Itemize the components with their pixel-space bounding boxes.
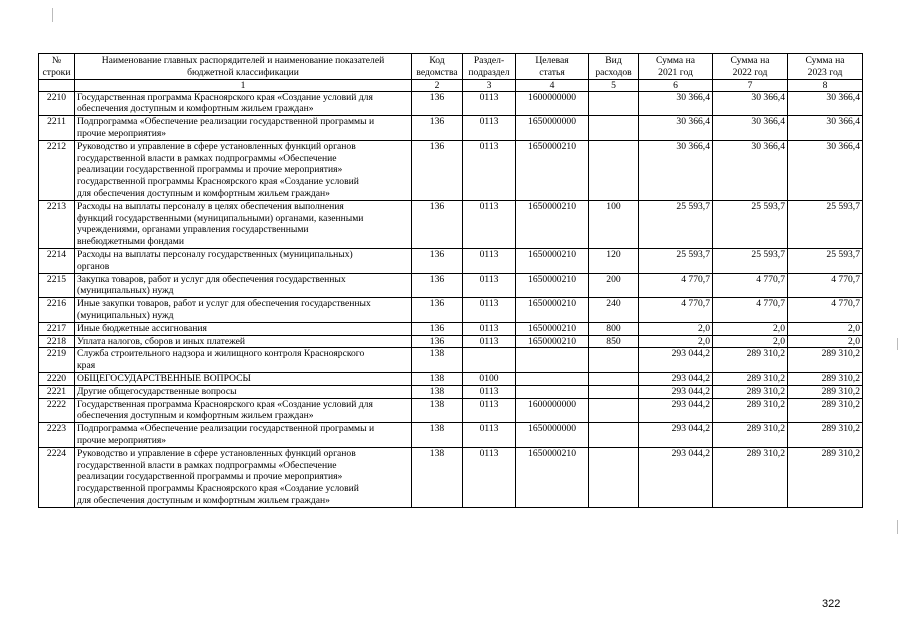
department-code-cell: 138 [412, 385, 463, 398]
scan-mark-right-lower [897, 520, 898, 534]
name-line: Подпрограмма «Обеспечение реализации государственной программы и [77, 423, 375, 435]
sum-2021-cell: 30 366,4 [639, 116, 713, 141]
name-line: Государственная программа Красноярского края «Создание условий для [77, 398, 373, 410]
sum-2021-cell: 293 044,2 [639, 423, 713, 448]
table-row [39, 385, 863, 398]
row-name-cell [75, 398, 412, 423]
scan-mark-left [52, 8, 53, 22]
sum-2023-cell: 289 310,2 [788, 398, 863, 423]
target-article-cell: 1650000000 [516, 423, 589, 448]
header-line: 2021 год [658, 66, 693, 78]
sum-2022-cell: 289 310,2 [713, 385, 788, 398]
expense-type-cell: 800 [589, 322, 639, 335]
department-code-cell: 138 [412, 372, 463, 385]
sum-2023-cell: 30 366,4 [788, 116, 863, 141]
column-number: 3 [463, 79, 516, 91]
expense-type-cell [589, 372, 639, 385]
section-cell: 0113 [463, 273, 516, 298]
expense-type-cell [589, 348, 639, 373]
name-line: Руководство и управление в сфере установленных функций органов [77, 447, 356, 459]
section-cell: 0113 [463, 322, 516, 335]
sum-2021-cell: 293 044,2 [639, 385, 713, 398]
name-line: ОБЩЕГОСУДАРСТВЕННЫЕ ВОПРОСЫ [77, 372, 251, 384]
name-line: Государственная программа Красноярского края «Создание условий для [77, 91, 373, 103]
sum-2022-cell: 25 593,7 [713, 248, 788, 273]
section-cell: 0113 [463, 423, 516, 448]
target-article-cell: 1650000210 [516, 298, 589, 323]
header-line: расходов [595, 66, 632, 78]
section-cell: 0100 [463, 372, 516, 385]
row-name-cell [75, 91, 412, 116]
section-cell: 0113 [463, 447, 516, 507]
header-line: бюджетной классификации [187, 66, 299, 78]
name-line: прочие мероприятия» [77, 127, 167, 139]
name-line: (муниципальных) нужд [77, 309, 174, 321]
target-article-cell: 1650000210 [516, 140, 589, 200]
table-row [39, 116, 863, 141]
target-article-cell: 1600000000 [516, 398, 589, 423]
header-line: Раздел- [473, 55, 505, 66]
sum-2023-cell: 4 770,7 [788, 298, 863, 323]
target-article-cell: 1650000000 [516, 116, 589, 141]
name-line: государственной власти в рамках подпрограммы «Обеспечение [77, 459, 337, 471]
budget-table-sheet [38, 53, 863, 508]
department-code-cell: 138 [412, 447, 463, 507]
sum-2023-cell: 30 366,4 [788, 91, 863, 116]
sum-2022-cell: 289 310,2 [713, 372, 788, 385]
column-number [39, 79, 75, 91]
expense-type-cell: 200 [589, 273, 639, 298]
sum-2022-cell: 289 310,2 [713, 423, 788, 448]
row-name-cell [75, 116, 412, 141]
sum-2023-cell: 2,0 [788, 335, 863, 348]
header-line: Вид [605, 55, 622, 66]
section-cell: 0113 [463, 140, 516, 200]
page-number: 322 [822, 598, 841, 610]
sum-2022-cell: 4 770,7 [713, 298, 788, 323]
sum-2023-cell: 289 310,2 [788, 385, 863, 398]
row-name-cell [75, 248, 412, 273]
row-name-cell [75, 447, 412, 507]
budget-table [38, 53, 863, 508]
section-cell: 0113 [463, 398, 516, 423]
row-number-cell: 2214 [39, 248, 75, 273]
name-line: для обеспечения доступным и комфортным жильем граждан» [77, 187, 330, 199]
expense-type-cell [589, 423, 639, 448]
sum-2022-cell: 25 593,7 [713, 200, 788, 248]
header-department-code [412, 54, 463, 80]
header-line: Код [429, 55, 445, 66]
table-row [39, 322, 863, 335]
sum-2021-cell: 293 044,2 [639, 447, 713, 507]
name-line: государственной программы Красноярского края «Создание условий [77, 176, 359, 188]
expense-type-cell [589, 398, 639, 423]
sum-2022-cell: 30 366,4 [713, 140, 788, 200]
name-line: Расходы на выплаты персоналу государственных (муниципальных) [77, 248, 353, 260]
target-article-cell: 1650000210 [516, 322, 589, 335]
name-line: Уплата налогов, сборов и иных платежей [77, 335, 246, 347]
name-line: внебюджетными фондами [77, 236, 184, 248]
scan-mark-right [897, 338, 898, 350]
name-line: функций государственными (муниципальными) органами, казенными [77, 212, 364, 224]
table-row [39, 298, 863, 323]
department-code-cell: 136 [412, 91, 463, 116]
expense-type-cell: 120 [589, 248, 639, 273]
expense-type-cell [589, 447, 639, 507]
row-number-cell: 2224 [39, 447, 75, 507]
target-article-cell [516, 372, 589, 385]
sum-2021-cell: 293 044,2 [639, 398, 713, 423]
column-number: 7 [713, 79, 788, 91]
header-line: № [51, 55, 62, 66]
table-row [39, 248, 863, 273]
sum-2023-cell: 25 593,7 [788, 248, 863, 273]
department-code-cell: 136 [412, 248, 463, 273]
section-cell: 0113 [463, 298, 516, 323]
name-line: Закупка товаров, работ и услуг для обеспечения государственных [77, 273, 346, 285]
table-row [39, 398, 863, 423]
column-number: 1 [75, 79, 412, 91]
table-header [39, 54, 863, 92]
sum-2021-cell: 293 044,2 [639, 348, 713, 373]
department-code-cell: 138 [412, 398, 463, 423]
name-line: Руководство и управление в сфере установленных функций органов [77, 140, 356, 152]
name-line: органов [77, 260, 110, 272]
table-row [39, 348, 863, 373]
header-line: 2022 год [732, 66, 768, 78]
column-number: 4 [516, 79, 589, 91]
row-name-cell [75, 273, 412, 298]
expense-type-cell [589, 385, 639, 398]
row-number-cell: 2221 [39, 385, 75, 398]
header-line: Целевая [535, 55, 569, 66]
sum-2021-cell: 293 044,2 [639, 372, 713, 385]
department-code-cell: 136 [412, 298, 463, 323]
target-article-cell: 1600000000 [516, 91, 589, 116]
header-line: Сумма на [805, 55, 845, 66]
table-row [39, 372, 863, 385]
name-line: государственной власти в рамках подпрограммы «Обеспечение [77, 152, 337, 164]
header-line: ведомства [416, 66, 458, 78]
row-number-cell: 2220 [39, 372, 75, 385]
table-row [39, 447, 863, 507]
department-code-cell: 136 [412, 322, 463, 335]
table-row [39, 91, 863, 116]
sum-2022-cell: 2,0 [713, 322, 788, 335]
row-number-cell: 2210 [39, 91, 75, 116]
name-line: учреждениями, органами управления государственными [77, 224, 309, 236]
table-row [39, 335, 863, 348]
sum-2023-cell: 4 770,7 [788, 273, 863, 298]
name-line: реализации государственной программы и прочие мероприятия» [77, 471, 343, 483]
section-cell: 0113 [463, 385, 516, 398]
name-line: государственной программы Красноярского края «Создание условий [77, 483, 359, 495]
target-article-cell: 1650000210 [516, 335, 589, 348]
department-code-cell: 136 [412, 273, 463, 298]
sum-2021-cell: 30 366,4 [639, 140, 713, 200]
row-name-cell [75, 298, 412, 323]
table-row [39, 423, 863, 448]
target-article-cell: 1650000210 [516, 447, 589, 507]
row-name-cell [75, 385, 412, 398]
table-row [39, 140, 863, 200]
name-line: Иные закупки товаров, работ и услуг для обеспечения государственных [77, 298, 371, 310]
row-number-cell: 2219 [39, 348, 75, 373]
header-sum-2022 [713, 54, 788, 80]
target-article-cell: 1650000210 [516, 200, 589, 248]
expense-type-cell: 100 [589, 200, 639, 248]
name-line: прочие мероприятия» [77, 434, 167, 446]
row-number-cell: 2213 [39, 200, 75, 248]
row-name-cell [75, 423, 412, 448]
target-article-cell: 1650000210 [516, 248, 589, 273]
header-row-number [39, 54, 75, 80]
sum-2021-cell: 4 770,7 [639, 273, 713, 298]
table-row [39, 200, 863, 248]
sum-2021-cell: 25 593,7 [639, 200, 713, 248]
section-cell: 0113 [463, 335, 516, 348]
expense-type-cell [589, 116, 639, 141]
row-number-cell: 2211 [39, 116, 75, 141]
department-code-cell: 136 [412, 200, 463, 248]
target-article-cell [516, 348, 589, 373]
sum-2022-cell: 289 310,2 [713, 447, 788, 507]
header-target-article [516, 54, 589, 80]
target-article-cell: 1650000210 [516, 273, 589, 298]
header-section [463, 54, 516, 80]
department-code-cell: 138 [412, 423, 463, 448]
row-name-cell [75, 348, 412, 373]
sum-2023-cell: 289 310,2 [788, 348, 863, 373]
row-number-cell: 2212 [39, 140, 75, 200]
row-name-cell [75, 335, 412, 348]
row-number-cell: 2223 [39, 423, 75, 448]
header-sum-2023 [788, 54, 863, 80]
sum-2021-cell: 2,0 [639, 335, 713, 348]
name-line: (муниципальных) нужд [77, 285, 174, 297]
sum-2023-cell: 30 366,4 [788, 140, 863, 200]
header-line: подраздел [468, 66, 510, 78]
name-line: обеспечения доступным и комфортным жильем граждан» [77, 103, 314, 115]
column-number: 5 [589, 79, 639, 91]
section-cell: 0113 [463, 116, 516, 141]
column-number-row [39, 79, 863, 91]
row-number-cell: 2215 [39, 273, 75, 298]
header-sum-2021 [639, 54, 713, 80]
section-cell: 0113 [463, 200, 516, 248]
expense-type-cell [589, 91, 639, 116]
header-row [39, 54, 863, 80]
name-line: Служба строительного надзора и жилищного контроля Красноярского [77, 348, 365, 360]
header-expense-type [589, 54, 639, 80]
sum-2023-cell: 289 310,2 [788, 447, 863, 507]
row-number-cell: 2216 [39, 298, 75, 323]
sum-2021-cell: 2,0 [639, 322, 713, 335]
sum-2022-cell: 289 310,2 [713, 348, 788, 373]
row-number-cell: 2217 [39, 322, 75, 335]
sum-2023-cell: 25 593,7 [788, 200, 863, 248]
name-line: реализации государственной программы и прочие мероприятия» [77, 164, 343, 176]
sum-2022-cell: 289 310,2 [713, 398, 788, 423]
row-name-cell [75, 140, 412, 200]
sum-2021-cell: 4 770,7 [639, 298, 713, 323]
header-line: Сумма на [730, 55, 770, 66]
table-row [39, 273, 863, 298]
sum-2022-cell: 30 366,4 [713, 116, 788, 141]
row-number-cell: 2222 [39, 398, 75, 423]
header-name [75, 54, 412, 80]
name-line: Иные бюджетные ассигнования [77, 322, 207, 334]
column-number: 8 [788, 79, 863, 91]
expense-type-cell: 850 [589, 335, 639, 348]
expense-type-cell [589, 140, 639, 200]
sum-2022-cell: 4 770,7 [713, 273, 788, 298]
section-cell: 0113 [463, 248, 516, 273]
sum-2022-cell: 2,0 [713, 335, 788, 348]
target-article-cell [516, 385, 589, 398]
header-line: строки [42, 66, 71, 78]
sum-2021-cell: 30 366,4 [639, 91, 713, 116]
header-line: Наименование главных распорядителей и наименование показателей [101, 55, 385, 66]
header-line: статья [539, 66, 565, 78]
header-line: 2023 год [807, 66, 843, 78]
department-code-cell: 136 [412, 335, 463, 348]
department-code-cell: 138 [412, 348, 463, 373]
row-name-cell [75, 372, 412, 385]
column-number: 6 [639, 79, 713, 91]
name-line: Другие общегосударственные вопросы [77, 385, 237, 397]
department-code-cell: 136 [412, 116, 463, 141]
section-cell [463, 348, 516, 373]
sum-2021-cell: 25 593,7 [639, 248, 713, 273]
table-body [39, 91, 863, 507]
department-code-cell: 136 [412, 140, 463, 200]
name-line: для обеспечения доступным и комфортным жильем граждан» [77, 494, 330, 506]
header-line: Сумма на [656, 55, 695, 66]
name-line: Расходы на выплаты персоналу в целях обеспечения выполнения [77, 200, 344, 212]
row-name-cell [75, 322, 412, 335]
sum-2023-cell: 289 310,2 [788, 372, 863, 385]
column-number: 2 [412, 79, 463, 91]
name-line: края [77, 360, 96, 372]
sum-2023-cell: 289 310,2 [788, 423, 863, 448]
name-line: обеспечения доступным и комфортным жильем граждан» [77, 410, 314, 422]
sum-2022-cell: 30 366,4 [713, 91, 788, 116]
sum-2023-cell: 2,0 [788, 322, 863, 335]
expense-type-cell: 240 [589, 298, 639, 323]
row-number-cell: 2218 [39, 335, 75, 348]
section-cell: 0113 [463, 91, 516, 116]
row-name-cell [75, 200, 412, 248]
name-line: Подпрограмма «Обеспечение реализации государственной программы и [77, 116, 375, 128]
